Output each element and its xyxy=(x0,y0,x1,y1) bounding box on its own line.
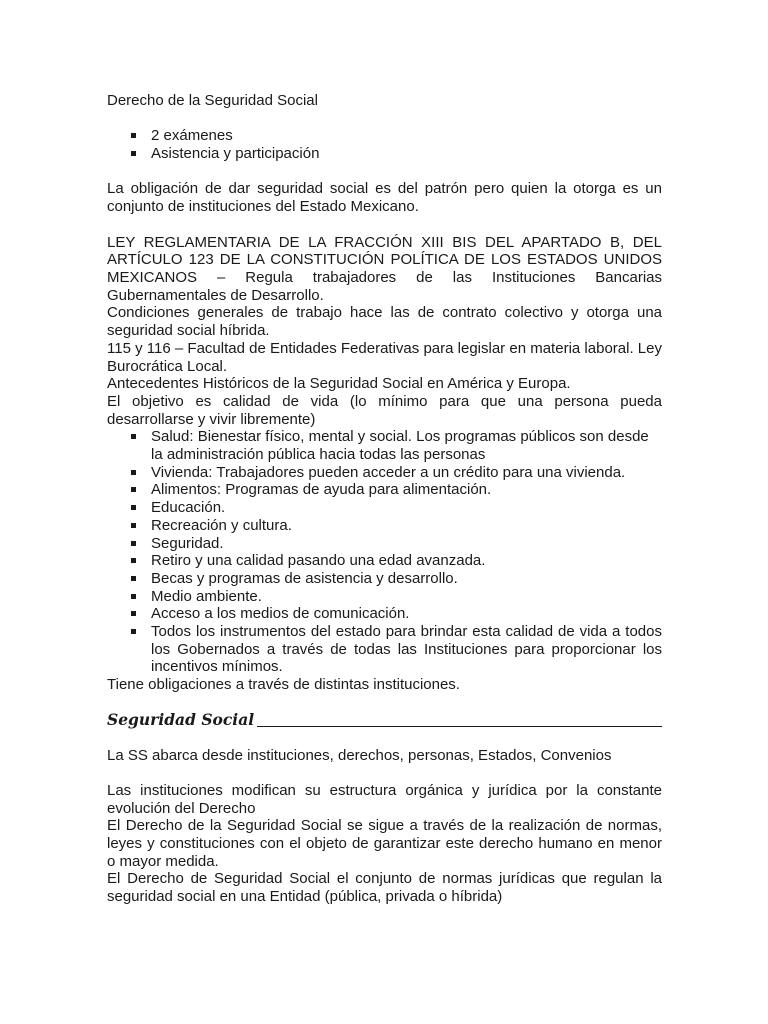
calidad-de-vida-list xyxy=(107,428,662,676)
list-item: Vivienda: Trabajadores pueden acceder a un crédito para una vivienda. xyxy=(151,464,662,482)
section-heading-row xyxy=(107,711,662,729)
paragraph-obligacion: La obligación de dar seguridad social es del patrón pero quien la otorga es un conjunto de instituciones del Estado Mexicano. xyxy=(107,180,662,216)
paragraph-ley: LEY REGLAMENTARIA DE LA FRACCIÓN XIII BIS DEL APARTADO B, DEL ARTÍCULO 123 DE LA CONSTITUCIÓN POLÍTICA DE LOS ESTADOS UNIDOS MEXICANOS – Regula trabajadores de las Instituciones Bancarias Gubernamentales de Desarrollo. xyxy=(107,233,662,304)
list-item: Asistencia y participación xyxy=(151,145,662,163)
spacer xyxy=(107,764,662,782)
section-heading: Seguridad Social xyxy=(107,709,255,729)
list-item: Acceso a los medios de comunicación. xyxy=(151,605,662,623)
list-item: Recreación y cultura. xyxy=(151,517,662,535)
paragraph-instituciones: Las instituciones modifican su estructura orgánica y jurídica por la constante evolución del Derecho xyxy=(107,781,662,817)
paragraph-tiene: Tiene obligaciones a través de distintas instituciones. xyxy=(107,676,460,694)
requirements-list xyxy=(107,127,662,162)
paragraph-115-116: 115 y 116 – Facultad de Entidades Federativas para legislar en materia laboral. Ley Burocrática Local. xyxy=(107,339,662,375)
paragraph-condiciones: Condiciones generales de trabajo hace las de contrato colectivo y otorga una seguridad social híbrida. xyxy=(107,304,662,340)
list-item: Salud: Bienestar físico, mental y social. Los programas públicos son desde la administración pública hacia todas las personas xyxy=(151,428,662,463)
spacer xyxy=(107,216,662,234)
list-item: Seguridad. xyxy=(151,535,662,553)
spacer xyxy=(107,163,662,181)
paragraph-antecedentes: Antecedentes Históricos de la Seguridad Social en América y Europa. xyxy=(107,375,571,393)
paragraph-derecho-1: El Derecho de la Seguridad Social se sigue a través de la realización de normas, leyes y constituciones con el objeto de garantizar este derecho humano en menor o mayor medida. xyxy=(107,817,662,870)
paragraph-derecho-2: El Derecho de Seguridad Social el conjunto de normas jurídicas que regulan la seguridad social en una Entidad (pública, privada o híbrida) xyxy=(107,870,662,906)
list-item: Todos los instrumentos del estado para brindar esta calidad de vida a todos los Gobernados a través de todas las Instituciones para proporcionar los incentivos mínimos. xyxy=(151,623,662,676)
document-body xyxy=(107,92,662,906)
heading-underline xyxy=(257,726,662,727)
list-item: Alimentos: Programas de ayuda para alimentación. xyxy=(151,481,662,499)
list-item: Becas y programas de asistencia y desarrollo. xyxy=(151,570,662,588)
list-item: Educación. xyxy=(151,499,662,517)
spacer xyxy=(107,110,662,128)
list-item: Medio ambiente. xyxy=(151,588,662,606)
document-title: Derecho de la Seguridad Social xyxy=(107,92,318,109)
list-item: 2 exámenes xyxy=(151,127,662,145)
paragraph-ss: La SS abarca desde instituciones, derechos, personas, Estados, Convenios xyxy=(107,746,612,764)
paragraph-objetivo: El objetivo es calidad de vida (lo mínimo para que una persona pueda desarrollarse y vivir libremente) xyxy=(107,392,662,428)
list-item: Retiro y una calidad pasando una edad avanzada. xyxy=(151,552,662,570)
